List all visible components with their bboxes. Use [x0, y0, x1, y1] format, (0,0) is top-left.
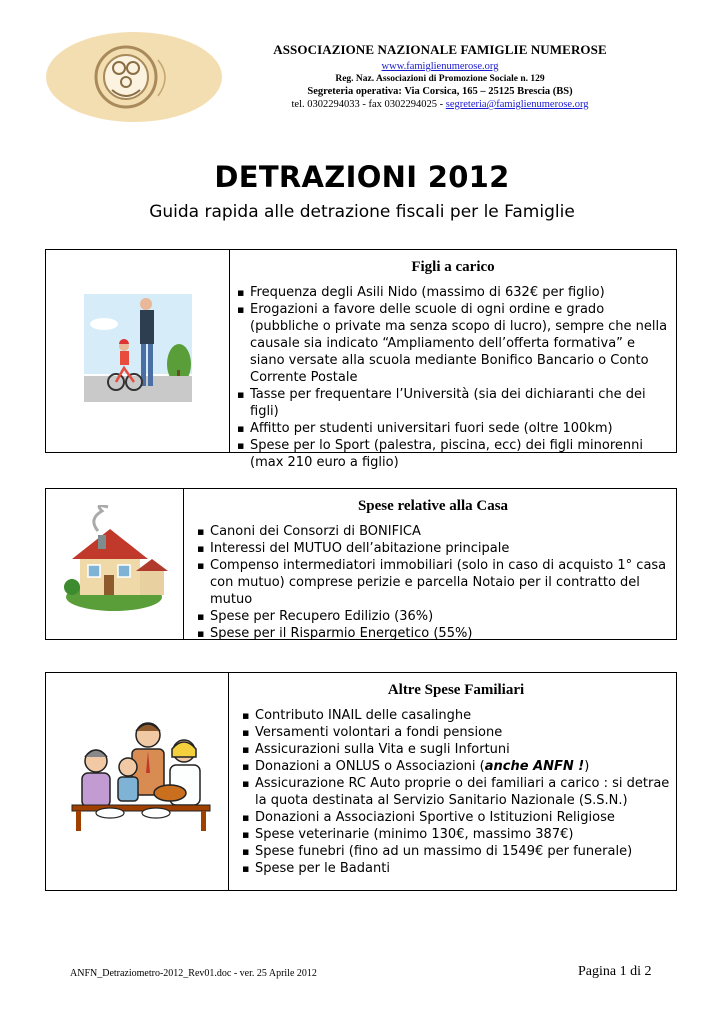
list-item: ▪ Versamenti volontari a fondi pensione — [242, 724, 670, 741]
list-item: ▪ Compenso intermediatori immobiliari (solo in caso di acquisto 1° casa con mutuo) comprese perizie e parcella Notaio per il contratto del mutuo — [197, 557, 669, 608]
father-child-bicycle-illustration — [84, 294, 192, 406]
section-spese-casa — [45, 488, 677, 640]
section-heading: Spese relative alla Casa — [357, 498, 509, 514]
association-header — [250, 42, 630, 110]
list-item: ▪ Assicurazione RC Auto proprie o dei familiari a carico : si detrae la quota destinata al Servizio Sanitario Nazionale (S.S.N.) — [242, 775, 670, 809]
page-subtitle: Guida rapida alle detrazione fiscali per le Famiglie — [149, 202, 575, 222]
section-content — [242, 682, 670, 877]
deduction-list — [242, 707, 670, 877]
list-item: ▪ Interessi del MUTUO dell’abitazione principale — [197, 540, 669, 557]
family-dinner-illustration — [66, 713, 216, 837]
section-heading: Altre Spese Familiari — [387, 682, 525, 698]
anfn-emphasis: anche ANFN ! — [484, 759, 585, 774]
section-content — [197, 498, 669, 642]
deduction-list — [237, 284, 669, 471]
list-item: ▪ Spese per le Badanti — [242, 860, 670, 877]
phone-fax: tel. 0302294033 - fax 0302294025 - — [291, 99, 446, 110]
deduction-list — [197, 523, 669, 642]
association-logo — [44, 30, 224, 124]
registry-number: Reg. Naz. Associazioni di Promozione Sociale n. 129 — [335, 74, 545, 84]
section-figli-a-carico — [45, 249, 677, 470]
organization-name: ASSOCIAZIONE NAZIONALE FAMIGLIE NUMEROSE — [273, 42, 607, 57]
section-altre-spese — [45, 672, 677, 891]
list-item: ▪ Spese per Recupero Edilizio (36%) — [197, 608, 669, 625]
section-content — [237, 259, 669, 471]
list-item: ▪ Donazioni a ONLUS o Associazioni (anche ANFN !) — [242, 758, 670, 775]
website-link[interactable]: www.famiglienumerose.org — [381, 61, 499, 72]
document-footer: ANFN_Detraziometro-2012_Rev01.doc - ver. 25 Aprile 2012 — [70, 968, 317, 979]
list-item: ▪ Donazioni a Associazioni Sportive o Istituzioni Religiose — [242, 809, 670, 826]
list-item: ▪ Assicurazioni sulla Vita e sugli Infortuni — [242, 741, 670, 758]
list-item: ▪ Affitto per studenti universitari fuori sede (oltre 100km) — [237, 420, 669, 437]
list-item: ▪ Spese veterinarie (minimo 130€, massimo 387€) — [242, 826, 670, 843]
list-item: ▪ Spese funebri (fino ad un massimo di 1549€ per funerale) — [242, 843, 670, 860]
office-address: Segreteria operativa: Via Corsica, 165 – 25125 Brescia (BS) — [307, 86, 573, 97]
list-item: ▪ Contributo INAIL delle casalinghe — [242, 707, 670, 724]
list-item: ▪ Spese per lo Sport (palestra, piscina, ecc) dei figli minorenni (max 210 euro a figlio) — [237, 437, 669, 471]
list-item: ▪ Canoni dei Consorzi di BONIFICA — [197, 523, 669, 540]
email-link[interactable]: segreteria@famiglienumerose.org — [445, 99, 589, 110]
house-illustration — [58, 505, 170, 619]
page-title: DETRAZIONI 2012 — [214, 160, 510, 194]
section-heading: Figli a carico — [411, 259, 495, 275]
list-item: ▪ Frequenza degli Asili Nido (massimo di 632€ per figlio) — [237, 284, 669, 301]
page-number: Pagina 1 di 2 — [578, 964, 652, 979]
list-item: ▪ Tasse per frequentare l’Università (sia dei dichiaranti che dei figli) — [237, 386, 669, 420]
list-item: ▪ Erogazioni a favore delle scuole di ogni ordine e grado (pubbliche o private ma senza scopo di lucro), sempre che nella causale sia indicato “Ampliamento dell’offerta formativa” e siano versate alla scuola mediante Bonifico Bancario o Conto Corrente Postale — [237, 301, 669, 386]
list-item: ▪ Spese per il Risparmio Energetico (55%) — [197, 625, 669, 642]
contact-line — [250, 99, 630, 110]
